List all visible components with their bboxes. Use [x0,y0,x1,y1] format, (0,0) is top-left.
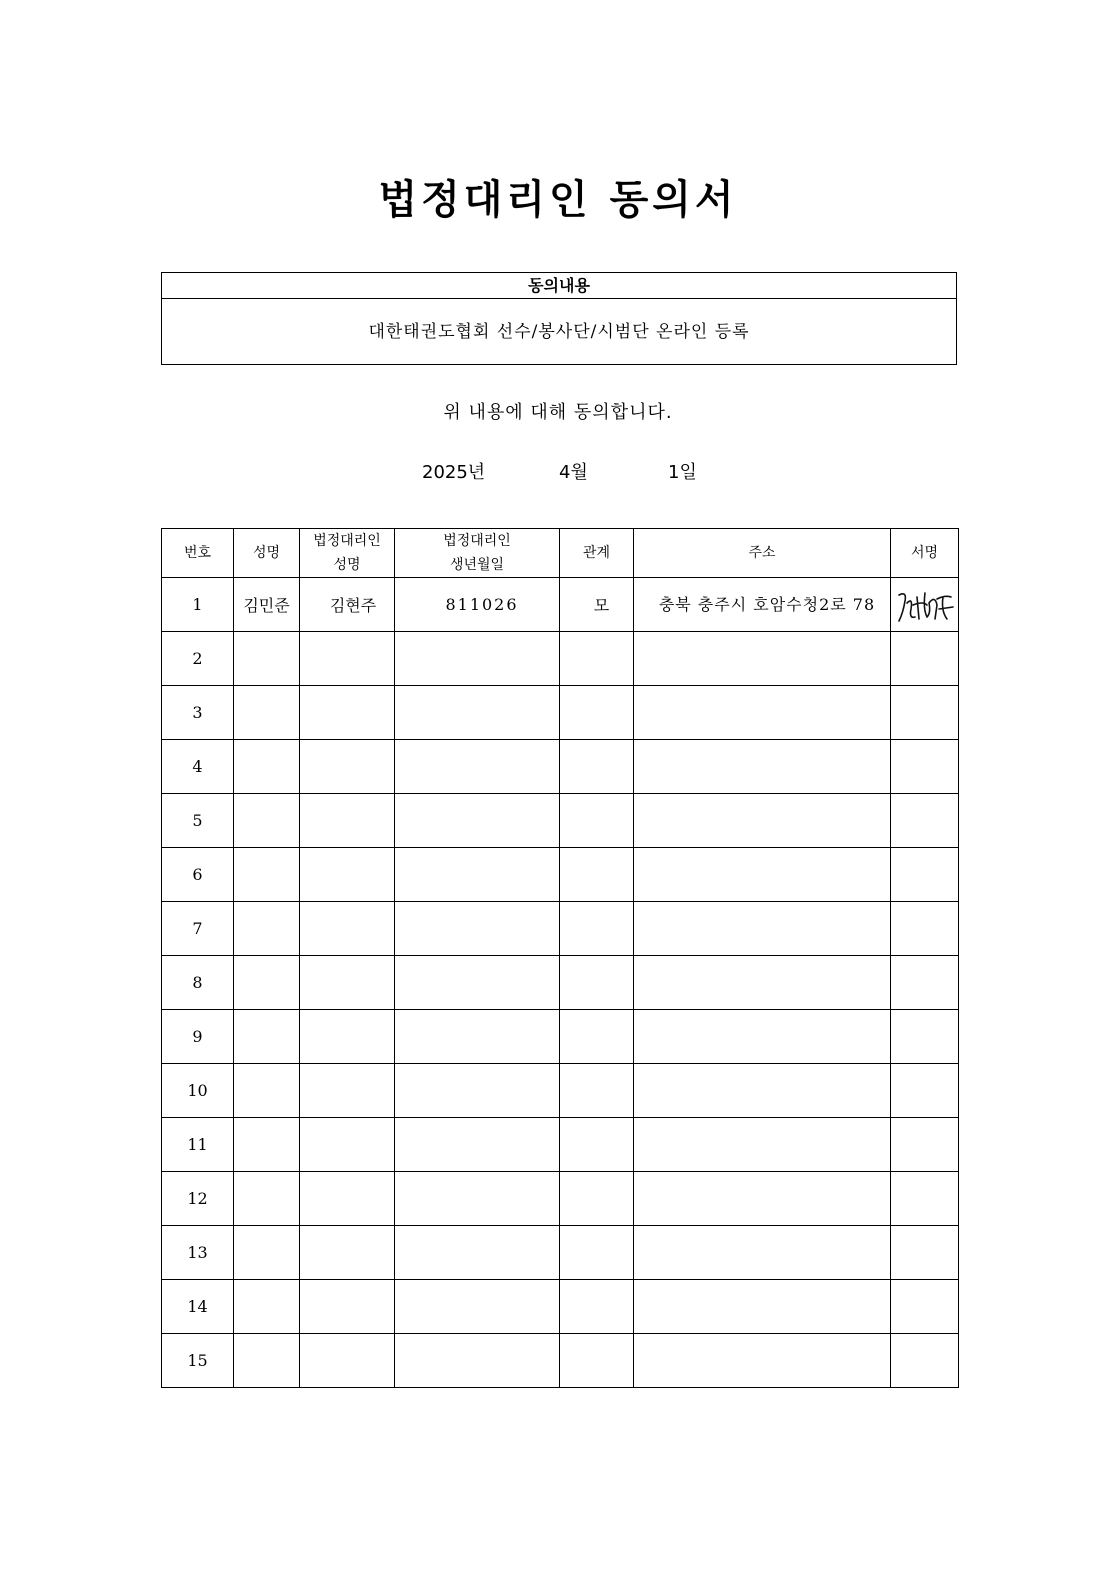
cell-relation [560,1334,634,1388]
cell-number: 5 [162,794,234,848]
cell-signature [891,902,959,956]
cell-guardian-birth [395,1226,560,1280]
cell-number: 6 [162,848,234,902]
cell-number: 10 [162,1064,234,1118]
cell-name [234,902,300,956]
table-row [162,686,959,740]
cell-guardian-name [300,1172,395,1226]
cell-signature [891,794,959,848]
cell-guardian-name [300,1226,395,1280]
cell-relation [560,848,634,902]
header-guardian-birth [395,529,560,578]
header-name: 성명 [234,529,300,578]
cell-relation [560,1010,634,1064]
cell-address [634,956,891,1010]
cell-address [634,1334,891,1388]
header-address: 주소 [634,529,891,578]
cell-guardian-birth [395,632,560,686]
cell-relation [560,686,634,740]
cell-name [234,1334,300,1388]
cell-relation: 모 [560,578,634,632]
cell-signature [891,632,959,686]
consent-header: 동의내용 [162,273,956,299]
cell-signature [891,956,959,1010]
cell-name [234,1172,300,1226]
cell-name [234,1064,300,1118]
cell-guardian-birth [395,1334,560,1388]
cell-relation [560,1064,634,1118]
cell-guardian-name [300,956,395,1010]
cell-number: 1 [162,578,234,632]
table-row [162,1226,959,1280]
cell-signature [891,1010,959,1064]
date-month: 4월 [559,462,588,483]
cell-number: 7 [162,902,234,956]
cell-guardian-birth [395,902,560,956]
cell-relation [560,1172,634,1226]
cell-guardian-birth [395,794,560,848]
cell-signature [891,1172,959,1226]
cell-name: 김민준 [234,578,300,632]
table-header-row [162,529,959,578]
cell-guardian-name [300,1010,395,1064]
cell-relation [560,1226,634,1280]
cell-guardian-birth [395,1280,560,1334]
table-row [162,848,959,902]
cell-relation [560,956,634,1010]
cell-address [634,740,891,794]
cell-address [634,1172,891,1226]
cell-address [634,686,891,740]
agreement-statement: 위 내용에 대해 동의합니다. [443,402,673,423]
cell-guardian-birth [395,1010,560,1064]
header-guardian-birth-line1: 법정대리인 [443,533,511,549]
cell-signature [891,1226,959,1280]
cell-relation [560,1280,634,1334]
cell-address [634,1010,891,1064]
cell-number: 2 [162,632,234,686]
header-number: 번호 [162,529,234,578]
cell-number: 12 [162,1172,234,1226]
cell-guardian-birth [395,686,560,740]
table-row [162,632,959,686]
cell-guardian-name [300,686,395,740]
cell-name [234,848,300,902]
header-guardian-name-line2: 성명 [333,557,361,573]
table-row [162,956,959,1010]
header-signature: 서명 [891,529,959,578]
cell-guardian-name [300,794,395,848]
cell-guardian-name [300,848,395,902]
cell-name [234,794,300,848]
table-row [162,1118,959,1172]
cell-signature [891,848,959,902]
signature-image [891,578,959,632]
consent-body: 대한태권도협회 선수/봉사단/시범단 온라인 등록 [368,322,750,342]
cell-guardian-birth [395,1172,560,1226]
header-guardian-name [300,529,395,578]
cell-guardian-birth [395,1118,560,1172]
table-row [162,1064,959,1118]
cell-address [634,1280,891,1334]
table-row [162,1280,959,1334]
cell-guardian-birth: 811026 [395,578,560,632]
table-row [162,794,959,848]
cell-address [634,902,891,956]
cell-address [634,1118,891,1172]
cell-signature [891,1334,959,1388]
guardian-table [161,528,959,1388]
cell-number: 3 [162,686,234,740]
cell-name [234,1010,300,1064]
cell-relation [560,1118,634,1172]
table-row [162,578,959,632]
cell-address [634,1064,891,1118]
cell-guardian-name [300,1118,395,1172]
cell-number: 4 [162,740,234,794]
cell-relation [560,902,634,956]
cell-number: 14 [162,1280,234,1334]
date-year: 2025년 [422,462,486,483]
cell-address [634,794,891,848]
cell-number: 15 [162,1334,234,1388]
table-row [162,740,959,794]
cell-guardian-name [300,632,395,686]
cell-guardian-birth [395,1064,560,1118]
date-day: 1일 [668,462,697,483]
cell-relation [560,632,634,686]
cell-signature [891,1280,959,1334]
cell-guardian-name [300,1064,395,1118]
header-guardian-name-line1: 법정대리인 [313,533,381,549]
cell-guardian-name [300,902,395,956]
cell-guardian-name [300,1280,395,1334]
cell-guardian-name [300,1334,395,1388]
cell-guardian-name [300,740,395,794]
cell-relation [560,740,634,794]
cell-signature [891,740,959,794]
cell-name [234,956,300,1010]
table-row [162,902,959,956]
cell-name [234,1226,300,1280]
cell-name [234,1118,300,1172]
cell-name [234,632,300,686]
cell-guardian-birth [395,740,560,794]
table-row [162,1010,959,1064]
cell-address: 충북 충주시 호암수청2로 78 [634,578,891,632]
cell-name [234,740,300,794]
cell-guardian-name: 김현주 [300,578,395,632]
cell-name [234,686,300,740]
cell-guardian-birth [395,848,560,902]
table-row [162,1334,959,1388]
cell-guardian-birth [395,956,560,1010]
cell-name [234,1280,300,1334]
header-guardian-birth-line2: 생년월일 [449,557,505,573]
cell-number: 11 [162,1118,234,1172]
cell-number: 9 [162,1010,234,1064]
cell-address [634,1226,891,1280]
cell-address [634,632,891,686]
cell-signature [891,1118,959,1172]
cell-number: 13 [162,1226,234,1280]
cell-address [634,848,891,902]
cell-number: 8 [162,956,234,1010]
document-title: 법정대리인 동의서 [378,177,738,223]
header-relation: 관계 [560,529,634,578]
table-row [162,1172,959,1226]
consent-box [161,272,957,365]
cell-relation [560,794,634,848]
cell-signature [891,1064,959,1118]
cell-signature [891,686,959,740]
